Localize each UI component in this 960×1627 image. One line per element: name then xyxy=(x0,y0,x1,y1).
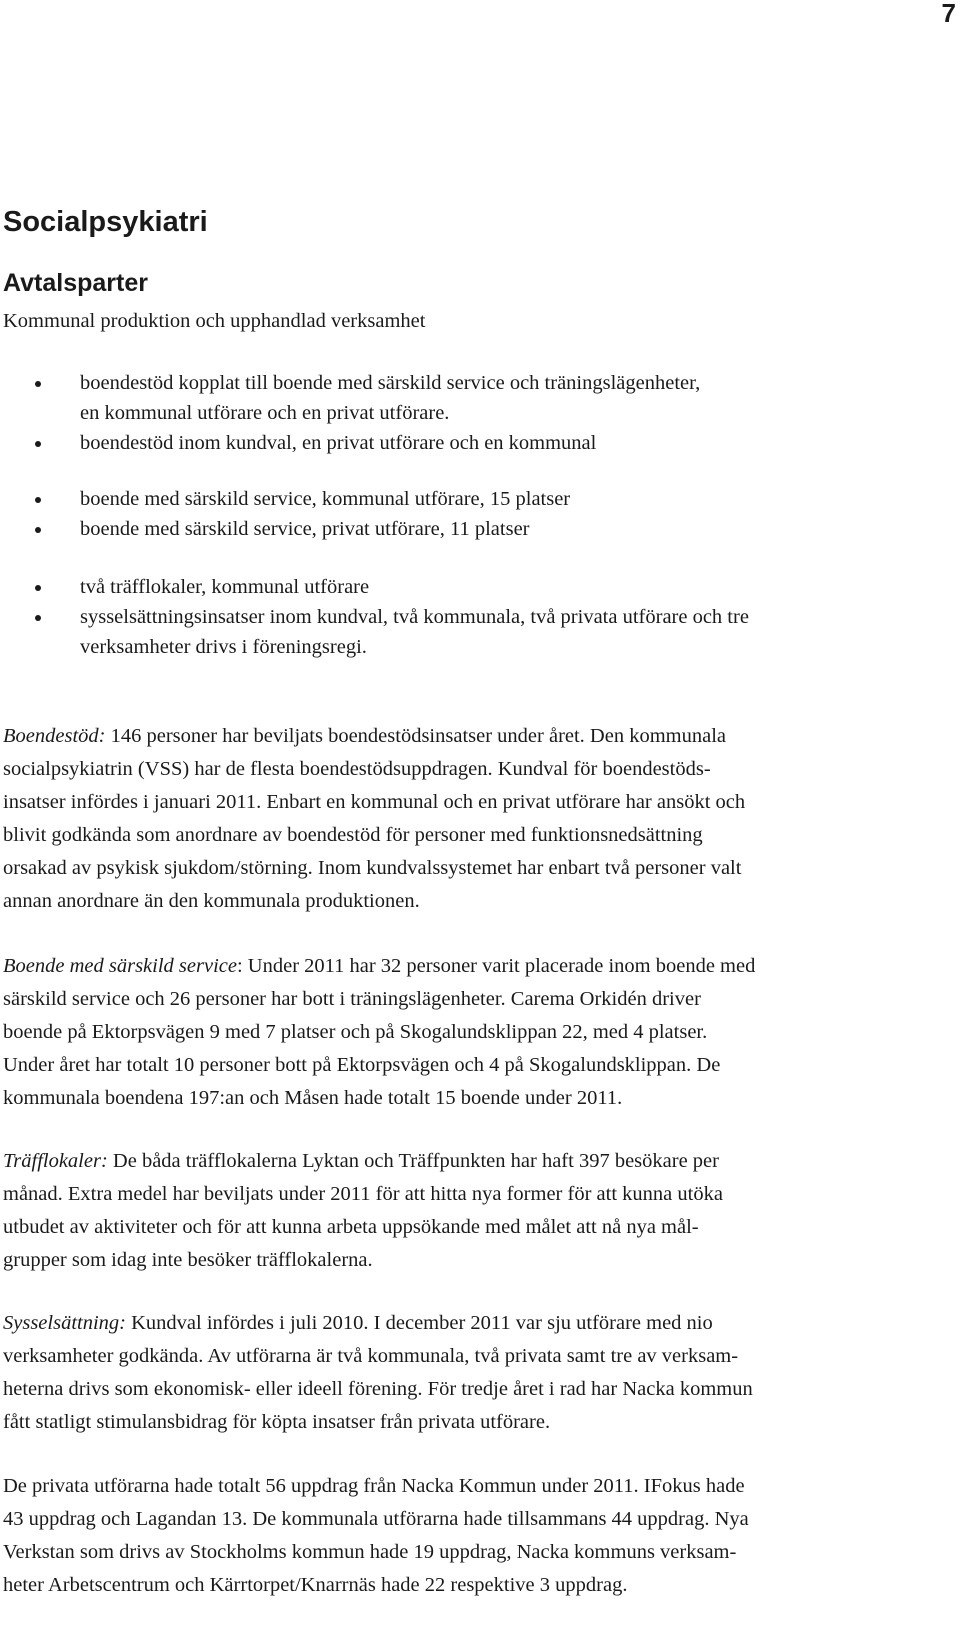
paragraph-line: heterna drivs som ekonomisk- eller ideell förening. För tredje året i rad har Nacka kommun xyxy=(3,1378,753,1400)
paragraph-line: Träfflokaler: De båda träfflokalerna Lyktan och Träffpunkten har haft 397 besökare per xyxy=(3,1150,719,1172)
paragraph-sysselsattning xyxy=(3,1307,918,1439)
page-number: 7 xyxy=(941,0,956,28)
paragraph-line: Boendestöd: 146 personer har beviljats boendestödsinsatser under året. Den kommunala xyxy=(3,725,726,747)
paragraph-line: blivit godkända som anordnare av boendestöd för personer med funktionsnedsättning xyxy=(3,824,703,846)
paragraph-line: insatser infördes i januari 2011. Enbart en kommunal och en privat utförare har ansökt och xyxy=(3,791,746,813)
paragraph-label: Sysselsättning: xyxy=(3,1312,126,1334)
paragraph-line: heter Arbetscentrum och Kärrtorpet/Knarrnäs hade 22 respektive 3 uppdrag. xyxy=(3,1574,628,1596)
list-item-line: en kommunal utförare och en privat utförare. xyxy=(80,402,450,424)
intro-text xyxy=(3,305,918,338)
paragraph-line: 43 uppdrag och Lagandan 13. De kommunala utförarna hade tillsammans 44 uppdrag. Nya xyxy=(3,1508,749,1530)
paragraph-line: kommunala boendena 197:an och Måsen hade totalt 15 boende under 2011. xyxy=(3,1087,623,1109)
list-item-line: boende med särskild service, kommunal utförare, 15 platser xyxy=(80,488,571,510)
bullet-icon xyxy=(35,615,41,621)
paragraph-line: månad. Extra medel har beviljats under 2011 för att hitta nya former för att kunna utöka xyxy=(3,1183,723,1205)
paragraph-label: Träfflokaler: xyxy=(3,1150,108,1172)
paragraph-line: Verkstan som drivs av Stockholms kommun hade 19 uppdrag, Nacka kommuns verksam- xyxy=(3,1541,737,1563)
list-item-line: boendestöd kopplat till boende med särskild service och träningslägenheter, xyxy=(80,372,701,394)
paragraph-line: socialpsykiatrin (VSS) har de flesta boendestödsuppdragen. Kundval för boendestöds- xyxy=(3,758,711,780)
paragraph-line: fått statligt stimulansbidrag för köpta insatser från privata utförare. xyxy=(3,1411,551,1433)
list-item-line: boende med särskild service, privat utförare, 11 platser xyxy=(80,518,530,540)
paragraph-line: utbudet av aktiviteter och för att kunna arbeta uppsökande med målet att nå nya mål- xyxy=(3,1216,699,1238)
paragraph-boendestod xyxy=(3,720,918,918)
paragraph-line: verksamheter godkända. Av utförarna är två kommunala, två privata samt tre av verksam- xyxy=(3,1345,739,1367)
bullet-icon xyxy=(35,381,41,387)
paragraph-line: boende på Ektorpsvägen 9 med 7 platser och på Skogalundsklippan 22, med 4 platser. xyxy=(3,1021,708,1043)
paragraph-line: Boende med särskild service: Under 2011 har 32 personer varit placerade inom boende med xyxy=(3,955,756,977)
intro-line: Kommunal produktion och upphandlad verksamhet xyxy=(3,310,426,332)
list-item-line: två träfflokaler, kommunal utförare xyxy=(80,576,370,598)
list-item-line: verksamheter drivs i föreningsregi. xyxy=(80,636,367,658)
paragraph-line: orsakad av psykisk sjukdom/störning. Inom kundvalssystemet har enbart två personer valt xyxy=(3,857,742,879)
list-item-line: boendestöd inom kundval, en privat utförare och en kommunal xyxy=(80,432,597,454)
bullet-icon xyxy=(35,527,41,533)
bullet-icon xyxy=(35,585,41,591)
paragraph-line: grupper som idag inte besöker träfflokalerna. xyxy=(3,1249,373,1271)
paragraph-uppdrag xyxy=(3,1470,918,1602)
paragraph-line: särskild service och 26 personer har bott i träningslägenheter. Carema Orkidén driver xyxy=(3,988,701,1010)
bullet-icon xyxy=(35,497,41,503)
paragraph-line: Under året har totalt 10 personer bott på Ektorpsvägen och 4 på Skogalundsklippan. De xyxy=(3,1054,721,1076)
paragraph-line: annan anordnare än den kommunala produktionen. xyxy=(3,890,420,912)
paragraph-label: Boende med särskild service xyxy=(3,955,237,977)
bullet-icon xyxy=(35,441,41,447)
paragraph-label: Boendestöd: xyxy=(3,725,106,747)
page-title: Socialpsykiatri xyxy=(3,206,208,238)
paragraph-line: De privata utförarna hade totalt 56 uppdrag från Nacka Kommun under 2011. IFokus hade xyxy=(3,1475,745,1497)
paragraph-line: Sysselsättning: Kundval infördes i juli 2010. I december 2011 var sju utförare med nio xyxy=(3,1312,713,1334)
section-heading: Avtalsparter xyxy=(3,269,148,297)
list-item-line: sysselsättningsinsatser inom kundval, två kommunala, två privata utförare och tre xyxy=(80,606,749,628)
paragraph-boende xyxy=(3,950,918,1115)
paragraph-traffokaler xyxy=(3,1145,918,1277)
